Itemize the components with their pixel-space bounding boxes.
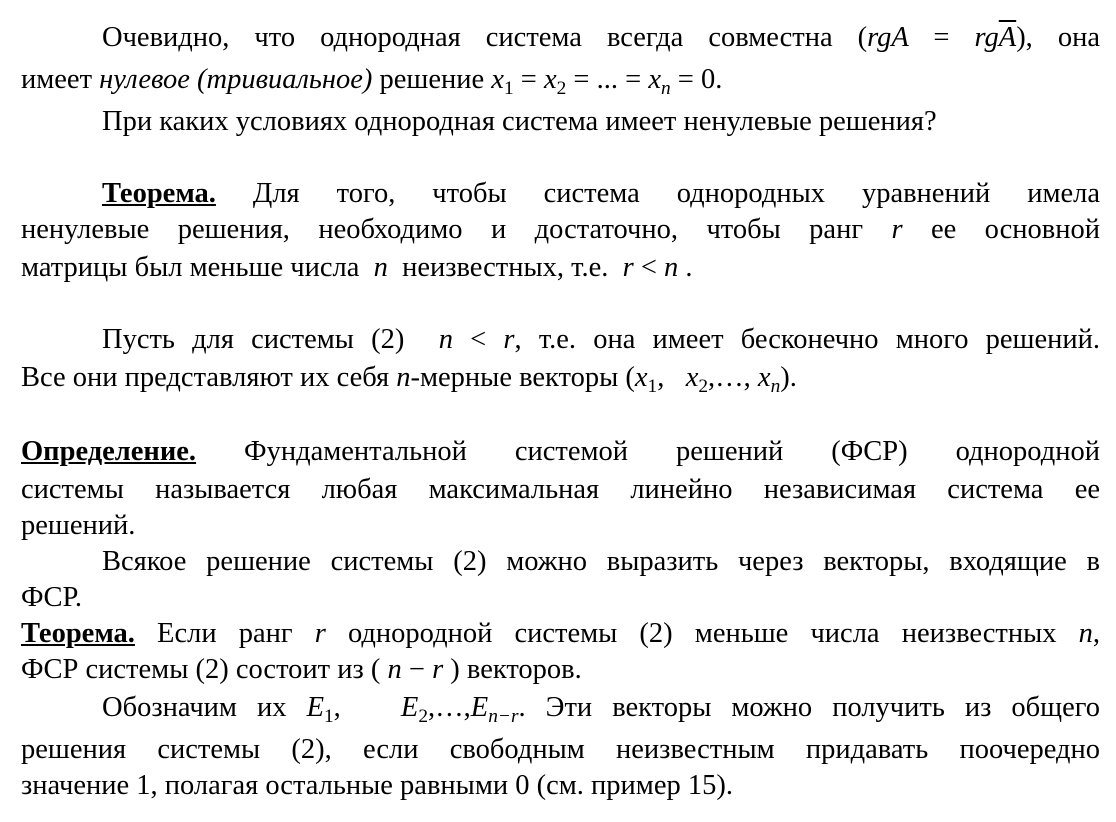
theorem-heading: Теорема. xyxy=(102,178,216,209)
text: ). xyxy=(780,362,797,393)
condition-n-lt-r: n < r xyxy=(438,324,515,355)
p2-line-2 xyxy=(21,360,797,396)
text: Очевидно, что однородная система всегда совместна ( xyxy=(102,22,868,53)
p1-line-1 xyxy=(102,20,1100,56)
definition-line-2 xyxy=(21,472,1100,508)
text: ), она xyxy=(1016,22,1100,53)
definition-line-3 xyxy=(21,508,135,544)
theorem1-line-3: матрицы был меньше числа n неизвестных, т.е. r < n . xyxy=(21,252,693,283)
var-n: n xyxy=(1078,618,1093,649)
theorem2-line-2 xyxy=(21,652,582,688)
p4-line-1 xyxy=(102,690,1100,726)
text: ее основной xyxy=(930,214,1100,245)
definition-line-1 xyxy=(21,434,1100,470)
text: ФСР. xyxy=(21,582,82,613)
rank-r: r xyxy=(314,618,326,649)
rank-a: rgA = $rg\overline{A}$ xyxy=(867,22,1017,53)
text: решение xyxy=(372,64,492,95)
text: ) векторов. xyxy=(450,654,582,685)
text: . Эти векторы можно получить из общего xyxy=(518,692,1100,723)
var-n: n xyxy=(396,362,411,393)
text: Пусть для системы (2) xyxy=(102,324,405,355)
text: Для того, чтобы система однородных уравнений имела xyxy=(215,178,1100,209)
text: имеет xyxy=(21,64,100,95)
definition-heading: Определение. xyxy=(21,436,197,467)
question-line xyxy=(102,104,937,140)
theorem1-line-2 xyxy=(21,212,1100,248)
condition-r-lt-n: r < n xyxy=(622,252,679,283)
text: однородной системы (2) меньше числа неизвестных xyxy=(347,618,1057,649)
p3-line-1 xyxy=(102,544,1100,580)
extended-matrix-a: $\overline{A}$ xyxy=(998,22,1017,53)
theorem2-line-1: Теорема. Если ранг r однородной системы (2) меньше числа неизвестных n, xyxy=(21,618,1101,649)
theorem-heading: Теорема. xyxy=(21,618,135,649)
text: значение 1, полагая остальные равными 0 (см. пример 15). xyxy=(21,770,733,801)
p3-line-2 xyxy=(21,580,82,616)
text: Если ранг xyxy=(134,618,293,649)
text: Обозначим их xyxy=(102,692,287,723)
text: системы называется любая максимальная линейно независимая система ее xyxy=(21,474,1100,505)
text: матрицы был меньше числа xyxy=(21,252,360,283)
text: ФСР системы (2) состоит из ( xyxy=(21,654,381,685)
p1-line-2 xyxy=(21,62,722,98)
vector-x: $x_1$, $x_2,\dots$, $x_n$ xyxy=(634,362,781,398)
text: При каких условиях однородная система имеет ненулевые решения? xyxy=(102,106,937,137)
text: Все они представляют их себя xyxy=(21,362,390,393)
text: Фундаментальной системой решений (ФСР) однородной xyxy=(196,436,1100,467)
theorem1-line-1 xyxy=(102,176,1100,212)
emphasis-trivial-solution: нулевое (тривиальное) xyxy=(99,64,373,95)
text: , т.е. она имеет бесконечно много решений. xyxy=(514,324,1101,355)
text: решения системы (2), если свободным неизвестным придавать поочередно xyxy=(21,734,1100,765)
trivial-solution-formula: $x_1 = x_2$ = ... = $x_n = 0$. xyxy=(491,64,723,100)
p2-line-1 xyxy=(102,322,1100,358)
text: решений. xyxy=(21,510,136,541)
text: неизвестных, т.е. xyxy=(402,252,609,283)
n-minus-r: n − r xyxy=(387,654,444,685)
p4-line-2 xyxy=(21,732,1100,768)
rank-r: r xyxy=(891,214,903,245)
text: Всякое решение системы (2) можно выразить через векторы, входящие в xyxy=(102,546,1100,577)
text: ненулевые решения, необходимо и достаточно, чтобы ранг xyxy=(21,214,864,245)
var-n: n xyxy=(373,252,388,283)
p4-line-3 xyxy=(21,768,733,804)
text: -мерные векторы ( xyxy=(410,362,635,393)
fsr-vectors: $E_1$, $E_2,\dots,E_{n-r}$ xyxy=(306,692,519,728)
